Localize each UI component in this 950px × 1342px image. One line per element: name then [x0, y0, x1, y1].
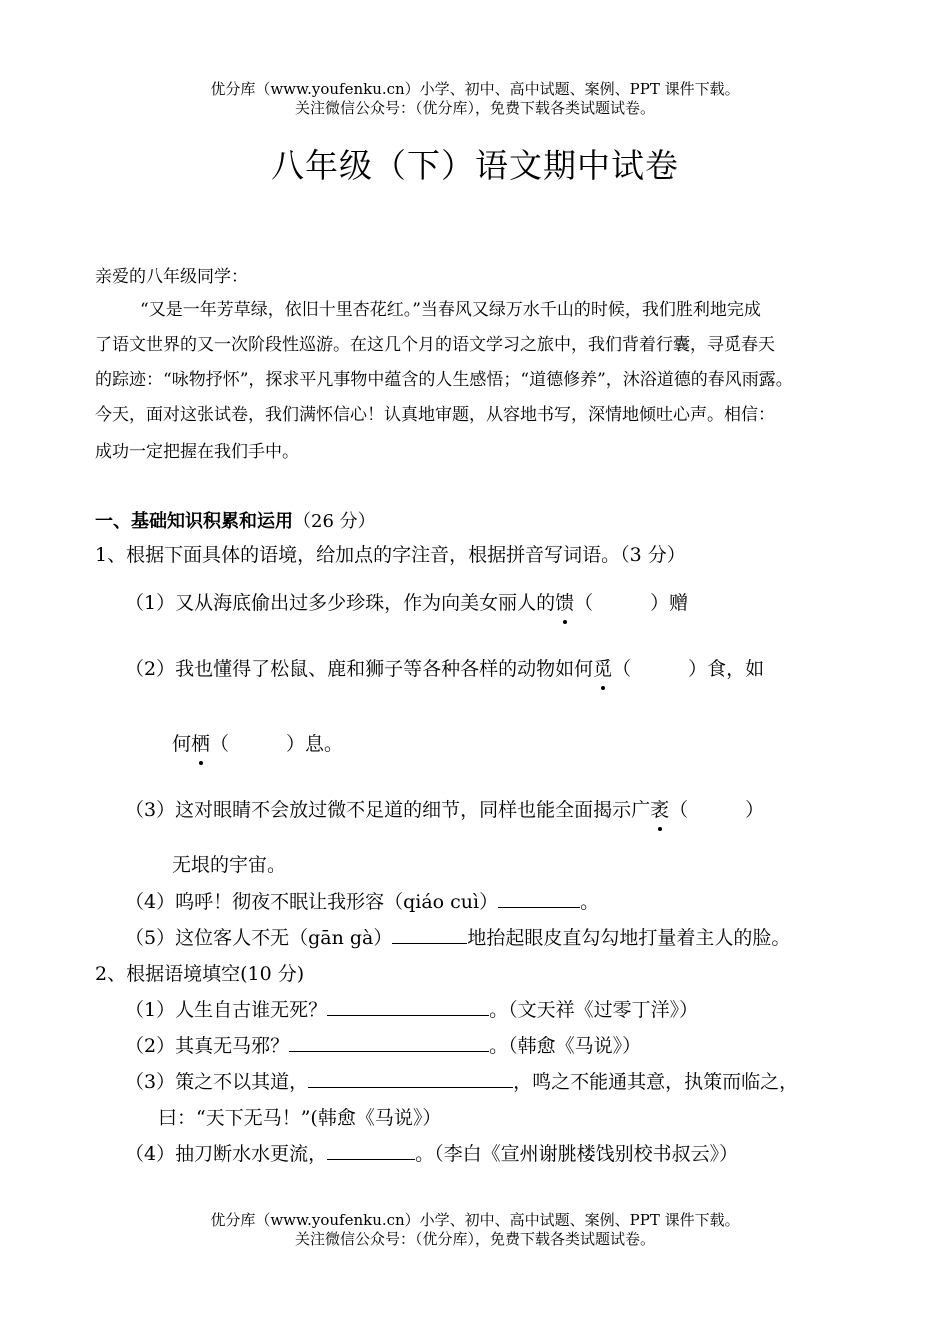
intro-greeting: 亲爱的八年级同学： — [95, 267, 248, 287]
q2-item-1-end: 。（文天祥《过零丁洋》） — [489, 999, 699, 1021]
q2-item-2-end: 。（韩愈《马说》） — [489, 1035, 642, 1057]
q1-item-1-text: （1）又从海底偷出过多少珍珠，作为向美女丽人的 — [125, 592, 556, 614]
intro-line-2: 了语文世界的又一次阶段性巡游。在这几个月的语文学习之旅中，我们背着行囊，寻觅春天 — [95, 335, 775, 355]
page-footer-line-2: 关注微信公众号：（优分库），免费下载各类试题试卷。 — [294, 1230, 655, 1248]
q1-item-1-answer[interactable]: （ ）赠 — [574, 592, 689, 614]
q1-item-2-text: （2）我也懂得了松鼠、鹿和狮子等各种各样的动物如何 — [125, 658, 594, 680]
intro-line-5: 成功一定把握在我们手中。 — [95, 442, 299, 462]
q2-item-3-cont: 曰：“天下无马！”(韩愈《马说》） — [158, 1107, 442, 1129]
q1-item-2b-text: 何 — [172, 733, 192, 755]
q2-item-2-text: （2）其真无马邪？ — [125, 1035, 290, 1057]
q2-item-3-text: （3）策之不以其道， — [125, 1071, 309, 1093]
page-title: 八年级（下）语文期中试卷 — [271, 146, 679, 185]
answer-blank[interactable] — [289, 1033, 489, 1052]
page-header-line-2: 关注微信公众号：（优分库），免费下载各类试题试卷。 — [294, 99, 655, 117]
q1-item-5-text: （5）这位客人不无（gān gà） — [125, 927, 393, 949]
q1-item-3-text: （3）这对眼睛不会放过微不足道的细节，同样也能全面揭示广 — [125, 799, 651, 821]
page-header-line-1: 优分库（www.youfenku.cn）小学、初中、高中试题、案例、PPT 课件下载。 — [210, 80, 740, 98]
q1-item-2-cont — [172, 729, 343, 756]
section-1-points: （26 分） — [293, 511, 376, 532]
intro-line-4: 今天，面对这张试卷，我们满怀信心！认真地审题，从容地书写，深情地倾吐心声。相信： — [95, 405, 775, 425]
q1-item-3 — [125, 795, 764, 822]
q1-item-5-end: 地抬起眼皮直勾勾地打量着主人的脸。 — [467, 927, 791, 949]
q1-item-2-answer[interactable]: （ ）食，如 — [612, 658, 765, 680]
q2-item-1-text: （1）人生自古谁无死？ — [125, 999, 328, 1021]
q1-item-4 — [125, 887, 599, 914]
q2-item-4 — [125, 1139, 738, 1166]
answer-blank[interactable] — [392, 925, 467, 944]
q1-item-2 — [125, 654, 764, 681]
q1-item-4-text: （4）呜呼！彻夜不眠让我形容（qiáo cuì） — [125, 891, 499, 913]
q1-item-4-end: 。 — [580, 891, 600, 913]
intro-line-1: “又是一年芳草绿，依旧十里杏花红。”当春风又绿万水千山的时候，我们胜利地完成 — [140, 300, 761, 320]
q2-item-3 — [125, 1067, 798, 1094]
dotted-char: 栖 — [191, 729, 210, 756]
q1-item-5 — [125, 923, 790, 950]
dotted-char: 馈 — [555, 588, 574, 615]
q1-item-2b-answer[interactable]: （ ）息。 — [210, 733, 344, 755]
q2-item-1 — [125, 995, 698, 1022]
section-1-heading — [95, 507, 376, 533]
q2-item-2 — [125, 1031, 641, 1058]
answer-blank[interactable] — [327, 1141, 415, 1160]
intro-line-3: 的踪迹：“咏物抒怀”，探求平凡事物中蕴含的人生感悟；“道德修养”，沐浴道德的春风雨露。 — [95, 370, 793, 390]
q1-item-3-answer[interactable]: （ ） — [669, 799, 765, 821]
section-1-title: 一、基础知识积累和运用 — [95, 511, 293, 532]
q2-item-4-end: 。（李白《宣州谢朓楼饯别校书叔云》） — [415, 1143, 739, 1165]
q1-item-1 — [125, 588, 688, 615]
q1-item-3-cont: 无垠的宇宙。 — [172, 854, 287, 876]
q2-stem: 2、根据语境填空(10 分) — [95, 963, 305, 985]
answer-blank[interactable] — [308, 1069, 513, 1088]
answer-blank[interactable] — [327, 997, 489, 1016]
answer-blank[interactable] — [498, 889, 580, 908]
q1-stem: 1、根据下面具体的语境，给加点的字注音，根据拼音写词语。（3 分） — [95, 544, 686, 566]
page-footer-line-1: 优分库（www.youfenku.cn）小学、初中、高中试题、案例、PPT 课件下载。 — [210, 1211, 740, 1229]
q2-item-4-text: （4）抽刀断水水更流， — [125, 1143, 328, 1165]
q2-item-3-end: ，鸣之不能通其意，执策而临之， — [513, 1071, 799, 1093]
dotted-char: 袤 — [650, 795, 669, 822]
dotted-char: 觅 — [593, 654, 612, 681]
